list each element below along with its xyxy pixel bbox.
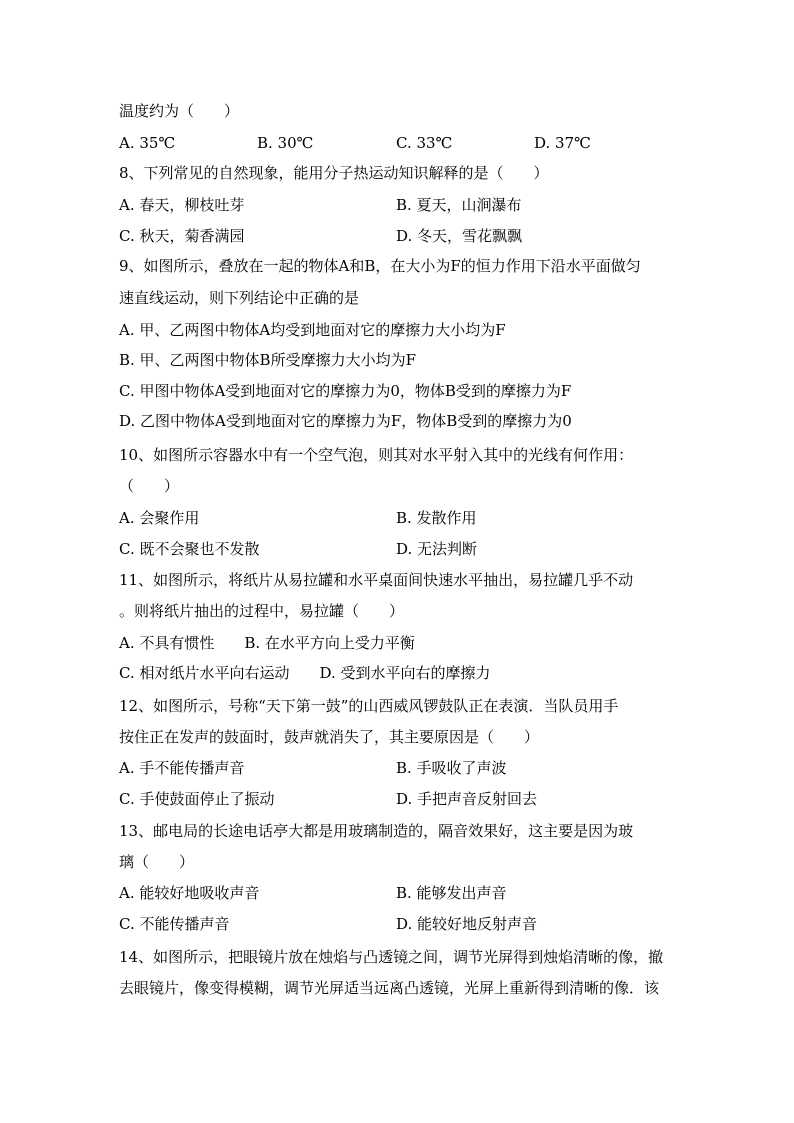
answer-option: C. 手使鼓面停止了振动 xyxy=(119,790,275,808)
text-line: 8、下列常见的自然现象，能用分子热运动知识解释的是（ ） xyxy=(119,164,549,182)
text-line: 11、如图所示，将纸片从易拉罐和水平桌面间快速水平抽出，易拉罐几乎不动 xyxy=(119,571,634,589)
text-line: 10、如图所示容器水中有一个空气泡，则其对水平射入其中的光线有何作用： xyxy=(119,446,634,464)
answer-option: B. 夏天，山涧瀑布 xyxy=(396,196,522,214)
answer-option: C. 33℃ xyxy=(396,134,453,152)
answer-option: D. 无法判断 xyxy=(396,540,478,558)
answer-option: D. 37℃ xyxy=(534,134,591,152)
text-line: 12、如图所示，号称“天下第一鼓”的山西威风锣鼓队正在表演．当队员用手 xyxy=(119,697,619,715)
text-line: 14、如图所示，把眼镜片放在烛焰与凸透镜之间，调节光屏得到烛焰清晰的像，撤 xyxy=(119,948,664,966)
answer-option: B. 能够发出声音 xyxy=(396,884,507,902)
answer-option: A. 手不能传播声音 xyxy=(119,759,245,777)
answer-option: D. 手把声音反射回去 xyxy=(396,790,538,808)
answer-option: C. 不能传播声音 xyxy=(119,915,230,933)
answer-option: C. 既不会聚也不发散 xyxy=(119,540,260,558)
answer-option: B. 手吸收了声波 xyxy=(396,759,507,777)
answer-option: A. 春天，柳枝吐芽 xyxy=(119,196,245,214)
answer-option: B. 发散作用 xyxy=(396,509,477,527)
text-line: A. 甲、乙两图中物体A均受到地面对它的摩擦力大小均为F xyxy=(119,321,506,339)
answer-option: A. 会聚作用 xyxy=(119,509,200,527)
answer-option: A. 35℃ xyxy=(119,134,176,152)
text-line: C. 甲图中物体A受到地面对它的摩擦力为0，物体B受到的摩擦力为F xyxy=(119,382,572,400)
text-line: 璃（ ） xyxy=(119,853,195,871)
text-line: C. 相对纸片水平向右运动 D. 受到水平向右的摩擦力 xyxy=(119,664,491,682)
answer-option: A. 能较好地吸收声音 xyxy=(119,884,260,902)
text-line: 温度约为（ ） xyxy=(119,102,240,120)
text-line: D. 乙图中物体A受到地面对它的摩擦力为F，物体B受到的摩擦力为0 xyxy=(119,412,572,430)
answer-option: C. 秋天，菊香满园 xyxy=(119,227,245,245)
text-line: 9、如图所示，叠放在一起的物体A和B，在大小为F的恒力作用下沿水平面做匀 xyxy=(119,257,641,275)
text-line: 13、邮电局的长途电话亭大都是用玻璃制造的，隔音效果好，这主要是因为玻 xyxy=(119,822,634,840)
text-line: 按住正在发声的鼓面时，鼓声就消失了，其主要原因是（ ） xyxy=(119,728,540,746)
answer-option: D. 冬天，雪花飘飘 xyxy=(396,227,523,245)
text-line: B. 甲、乙两图中物体B所受摩擦力大小均为F xyxy=(119,351,416,369)
answer-option: B. 30℃ xyxy=(257,134,314,152)
text-line: A. 不具有惯性 B. 在水平方向上受力平衡 xyxy=(119,634,415,652)
text-line: 去眼镜片，像变得模糊，调节光屏适当远离凸透镜，光屏上重新得到清晰的像．该 xyxy=(119,979,660,997)
answer-option: D. 能较好地反射声音 xyxy=(396,915,538,933)
text-line: （ ） xyxy=(119,477,180,495)
text-line: 速直线运动，则下列结论中正确的是 xyxy=(119,289,360,307)
text-line: 。则将纸片抽出的过程中，易拉罐（ ） xyxy=(119,602,405,620)
